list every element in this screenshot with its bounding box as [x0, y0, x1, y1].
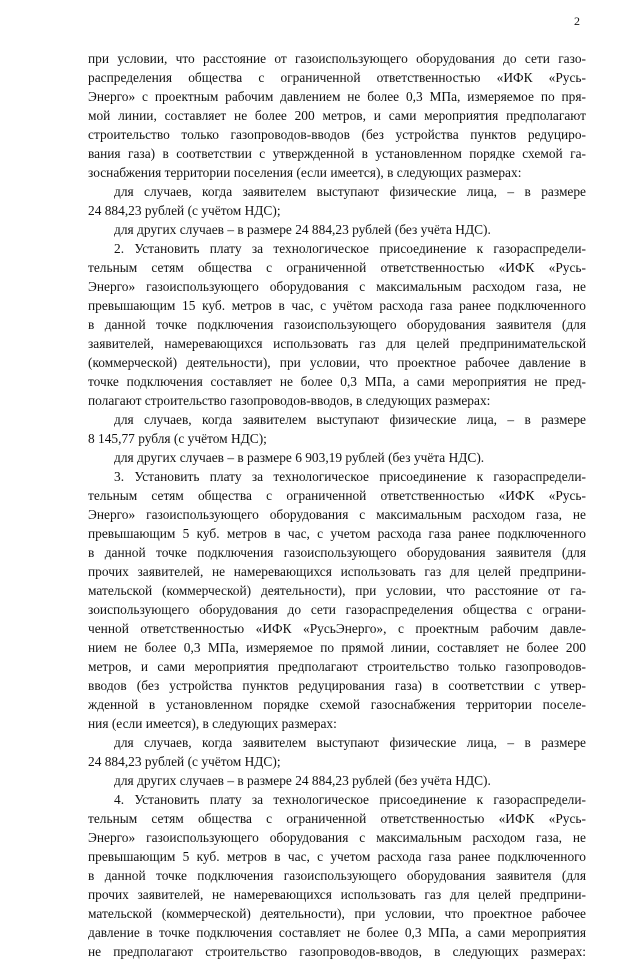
text-line: Энерго» газоиспользующего оборудования с максимальным расходом газа, не — [88, 507, 586, 522]
text-line: (коммерческой) деятельности), при условии, что проектное рабочее давление в — [88, 355, 586, 370]
text-line: для случаев, когда заявителем выступают физические лица, – в размере — [114, 412, 586, 427]
text-line: тельным сетям общества с ограниченной ответственностью «ИФК «Русь- — [88, 260, 586, 275]
text-line: 3. Установить плату за технологическое присоединение к газораспредели- — [114, 469, 586, 484]
text-line: вания газа) в соответствии с утвержденной в установленном порядке схемой га- — [88, 146, 586, 161]
text-line: нием не более 0,3 МПа, измеряемое по прямой линии, составляет не более 200 — [88, 640, 586, 655]
text-line: прочих заявителей, не намеревающихся использовать газ для целей предприни- — [88, 564, 586, 579]
text-line: превышающим 5 куб. метров в час, с учетом расхода газа ранее подключенного — [88, 849, 586, 864]
text-line: ния (если имеется), в следующих размерах: — [88, 716, 337, 731]
text-line: в данной точке подключения газоиспользующего оборудования заявителя (для — [88, 868, 586, 883]
text-line: мательской (коммерческой) деятельности), при условии, что проектное рабочее — [88, 906, 586, 921]
text-line: прочих заявителей, не намеревающихся использовать газ для целей предприни- — [88, 887, 586, 902]
text-line: Энерго» газоиспользующего оборудования с максимальным расходом газа, не — [88, 279, 586, 294]
text-line: в данной точке подключения газоиспользующего оборудования заявителя (для — [88, 545, 586, 560]
document-body — [88, 49, 586, 961]
text-line: для других случаев – в размере 24 884,23 рублей (без учёта НДС). — [114, 773, 491, 788]
text-line: для случаев, когда заявителем выступают физические лица, – в размере — [114, 735, 586, 750]
text-line: ченной ответственностью «ИФК «РусьЭнерго», с проектным рабочим давле- — [88, 621, 586, 636]
text-line: 24 884,23 рублей (с учётом НДС); — [88, 203, 281, 218]
page-number: 2 — [574, 14, 580, 28]
text-line: распределения общества с ограниченной ответственностью «ИФК «Русь- — [88, 70, 586, 85]
text-line: давление в точке подключения составляет не более 0,3 МПа, а сами мероприятия — [88, 925, 586, 940]
text-line: превышающим 5 куб. метров в час, с учетом расхода газа ранее подключенного — [88, 526, 586, 541]
text-line: 4. Установить плату за технологическое присоединение к газораспредели- — [114, 792, 586, 807]
text-line: Энерго» с проектным рабочим давлением не более 0,3 МПа, измеряемое по пря- — [88, 89, 586, 104]
text-line: мательской (коммерческой) деятельности), при условии, что расстояние от га- — [88, 583, 586, 598]
text-line: жденной в установленном порядке схемой газоснабжения территории поселе- — [88, 697, 586, 712]
text-line: заявителей, намеревающихся использовать газ для целей предпринимательской — [88, 336, 586, 351]
text-line: вводов (без устройства пунктов редуцирования газа) в соответствии с утвер- — [88, 678, 586, 693]
text-line: 24 884,23 рублей (с учётом НДС); — [88, 754, 281, 769]
text-line: полагают строительство газопроводов-вводов, в следующих размерах: — [88, 393, 491, 408]
text-line: зоснабжения территории поселения (если имеется), в следующих размерах: — [88, 165, 522, 180]
text-line: мой линии, составляет не более 200 метров, и сами мероприятия предполагают — [88, 108, 586, 123]
text-line: зоиспользующего оборудования до сети газораспределения общества с ограни- — [88, 602, 586, 617]
text-line: для других случаев – в размере 24 884,23 рублей (без учёта НДС). — [114, 222, 491, 237]
text-line: не предполагают строительство газопроводов-вводов, в следующих размерах: — [88, 944, 586, 959]
text-line: 8 145,77 рубля (с учётом НДС); — [88, 431, 267, 446]
text-line: метров, и сами мероприятия предполагают строительство только газопроводов- — [88, 659, 586, 674]
text-line: для случаев, когда заявителем выступают физические лица, – в размере — [114, 184, 586, 199]
text-line: превышающим 15 куб. метров в час, с учётом расхода газа ранее подключенного — [88, 298, 586, 313]
text-line: точке подключения составляет не более 0,3 МПа, а сами мероприятия не пред- — [88, 374, 586, 389]
text-line: для других случаев – в размере 6 903,19 рублей (без учёта НДС). — [114, 450, 485, 465]
text-line: при условии, что расстояние от газоиспользующего оборудования до сети газо- — [88, 51, 586, 66]
text-line: Энерго» газоиспользующего оборудования с максимальным расходом газа, не — [88, 830, 586, 845]
text-line: 2. Установить плату за технологическое присоединение к газораспредели- — [114, 241, 586, 256]
text-line: в данной точке подключения газоиспользующего оборудования заявителя (для — [88, 317, 586, 332]
text-line: тельным сетям общества с ограниченной ответственностью «ИФК «Русь- — [88, 488, 586, 503]
text-line: тельным сетям общества с ограниченной ответственностью «ИФК «Русь- — [88, 811, 586, 826]
text-line: строительство только газопроводов-вводов (без устройства пунктов редуциро- — [88, 127, 586, 142]
